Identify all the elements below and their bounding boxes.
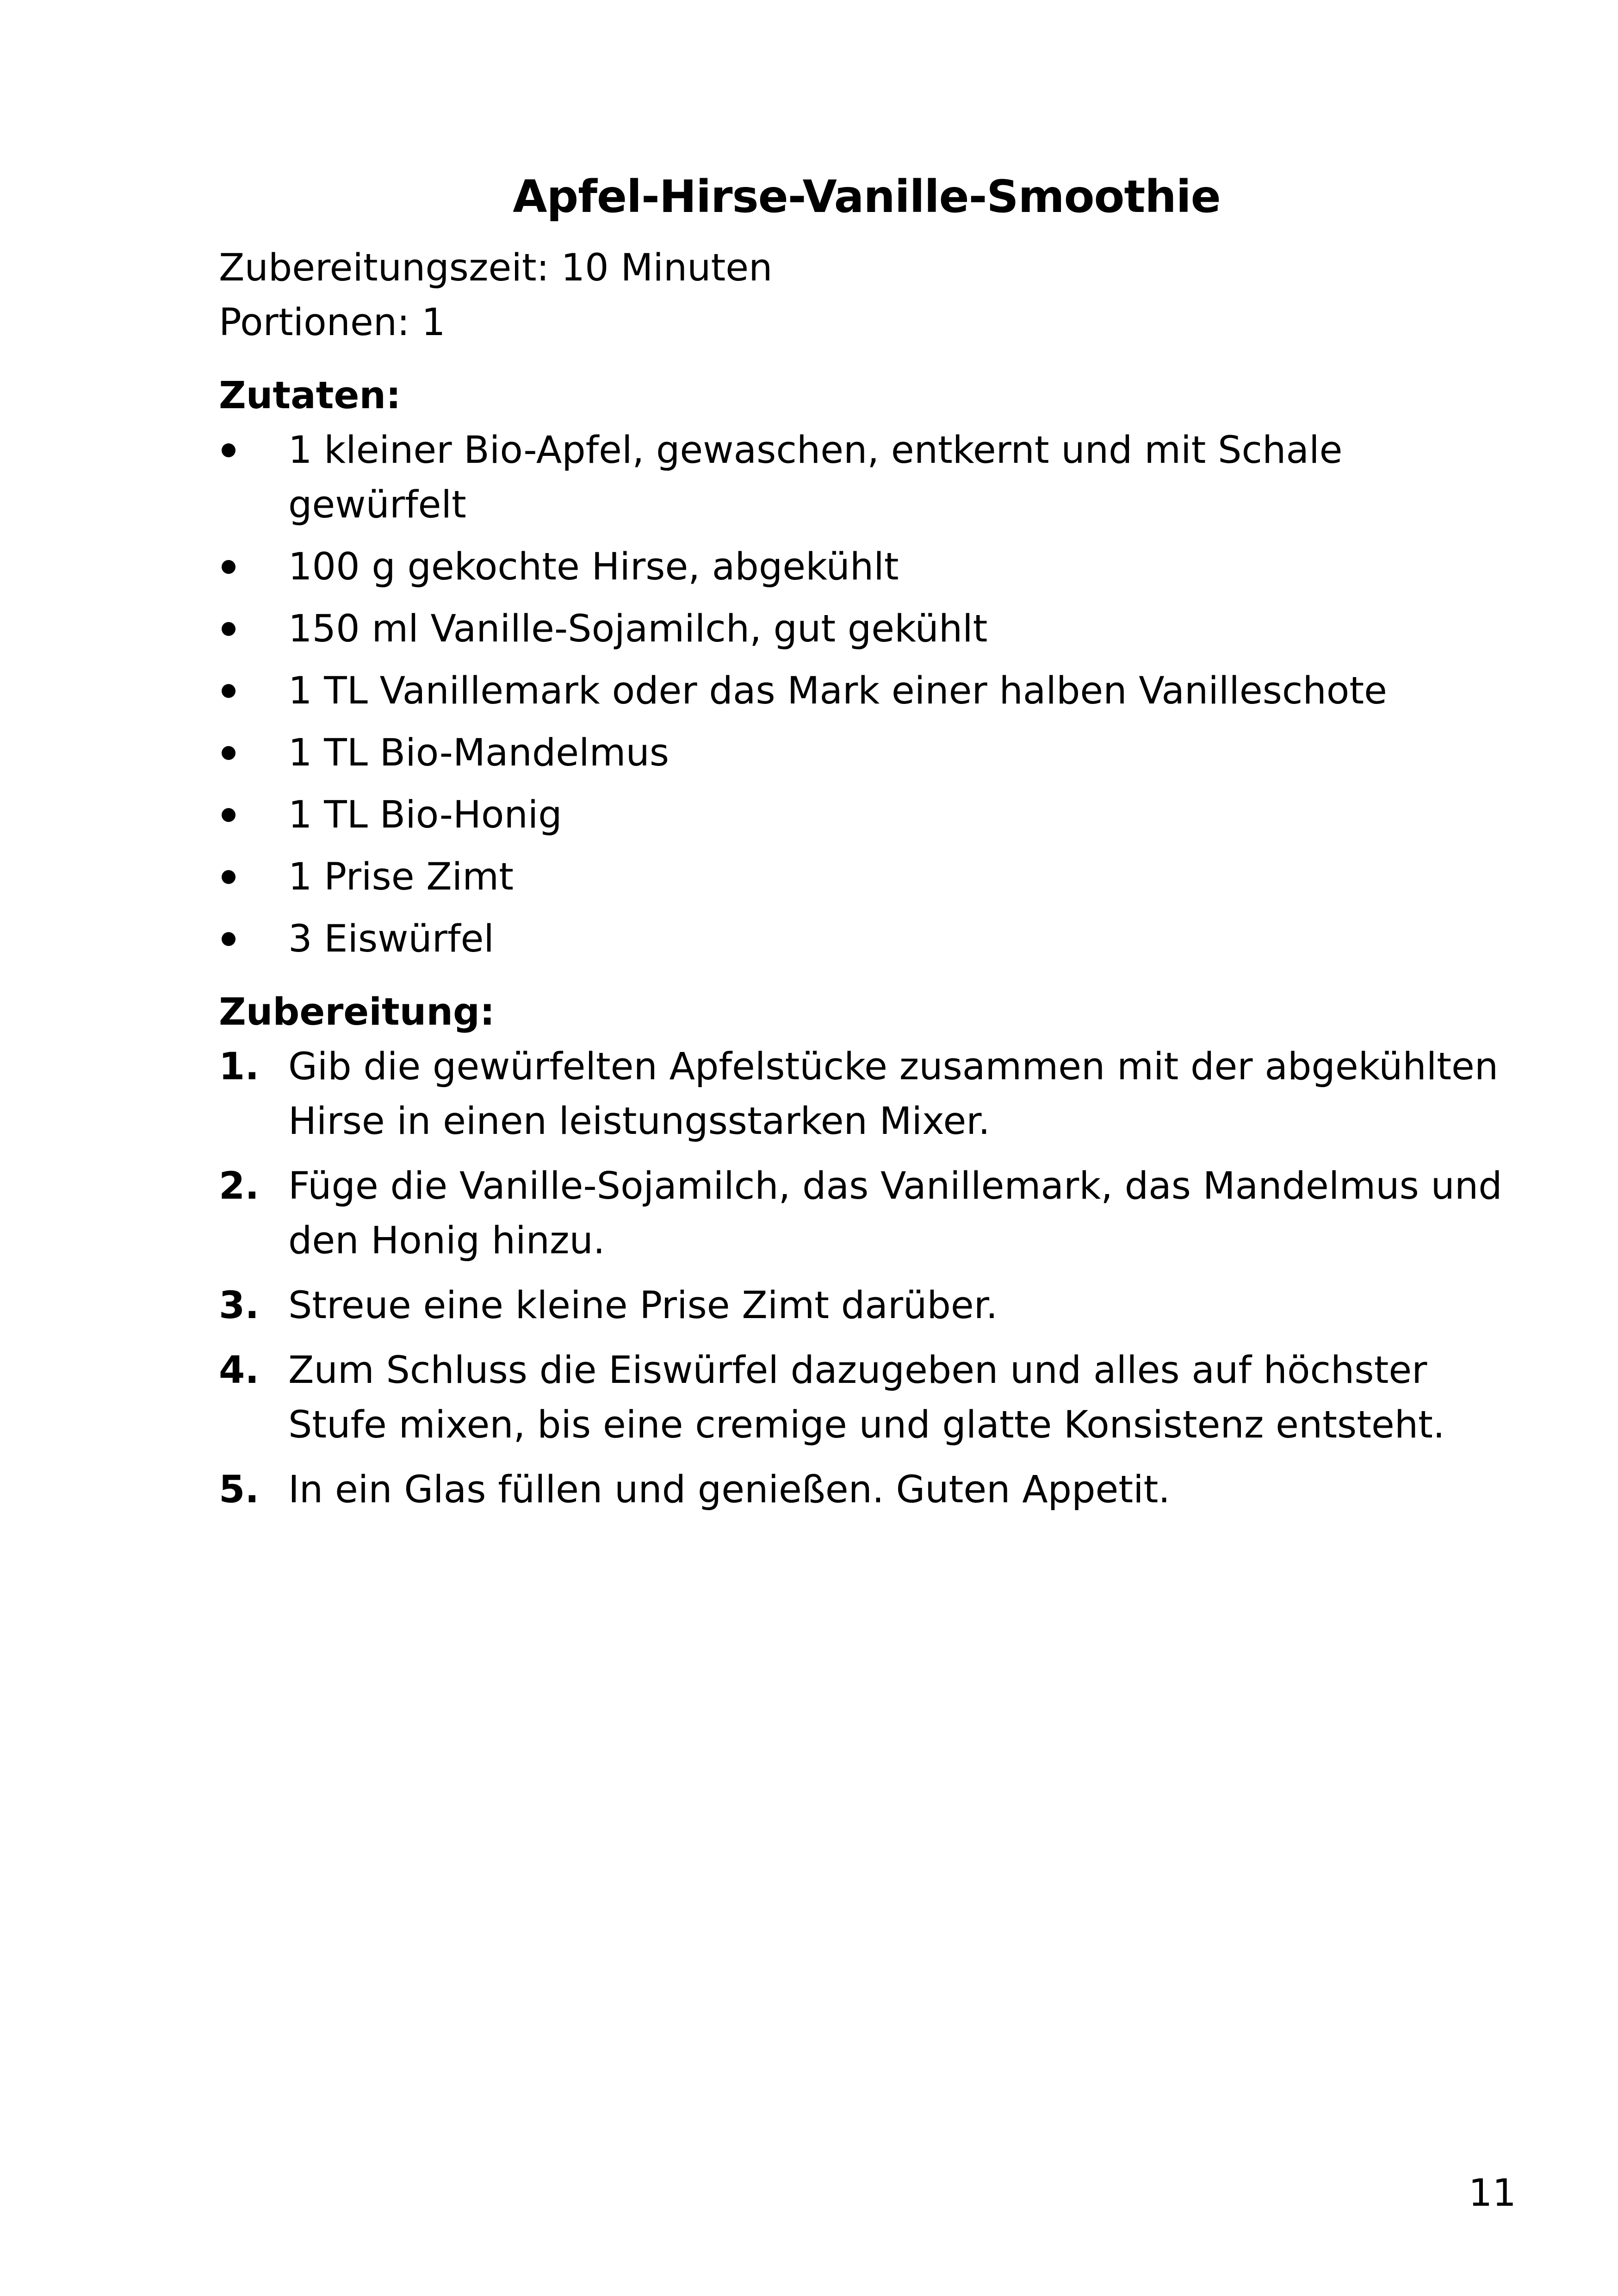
bullet-icon <box>222 932 236 946</box>
bullet-icon <box>222 870 236 884</box>
bullet-icon <box>222 684 236 698</box>
ingredients-list <box>219 423 1514 966</box>
step-text: In ein Glas füllen und genießen. Guten Appetit. <box>288 1468 1171 1512</box>
step-item <box>219 1462 1514 1517</box>
step-text: Gib die gewürfelten Apfelstücke zusammen mit der abgekühlten Hirse in einen leistungsstarken Mixer. <box>288 1045 1499 1143</box>
bullet-icon <box>222 746 236 760</box>
bullet-icon <box>222 443 236 457</box>
step-number: 4. <box>219 1349 260 1392</box>
preparation-steps <box>219 1039 1514 1517</box>
recipe-content <box>219 167 1514 1527</box>
ingredient-text: 1 Prise Zimt <box>288 855 514 899</box>
step-item <box>219 1278 1514 1333</box>
recipe-title: Apfel-Hirse-Vanille-Smoothie <box>513 171 1221 223</box>
ingredient-item <box>219 423 1514 532</box>
step-item <box>219 1039 1514 1149</box>
preparation-heading: Zubereitung: <box>219 990 495 1034</box>
servings: Portionen: 1 <box>219 301 446 344</box>
page-number: 11 <box>1468 2172 1516 2215</box>
step-item <box>219 1343 1514 1452</box>
ingredient-item <box>219 664 1514 718</box>
ingredient-item <box>219 788 1514 842</box>
ingredient-text: 1 TL Bio-Mandelmus <box>288 731 670 775</box>
ingredient-text: 100 g gekochte Hirse, abgekühlt <box>288 545 899 589</box>
ingredient-text: 3 Eiswürfel <box>288 917 494 961</box>
ingredient-item <box>219 850 1514 904</box>
ingredient-item <box>219 602 1514 656</box>
step-number: 3. <box>219 1284 260 1327</box>
ingredients-heading: Zutaten: <box>219 374 401 417</box>
step-number: 5. <box>219 1468 260 1512</box>
ingredient-text: 1 kleiner Bio-Apfel, gewaschen, entkernt und mit Schale gewürfelt <box>288 429 1343 527</box>
step-number: 1. <box>219 1045 260 1089</box>
ingredient-text: 150 ml Vanille-Sojamilch, gut gekühlt <box>288 607 988 651</box>
ingredient-item <box>219 540 1514 594</box>
prep-time: Zubereitungszeit: 10 Minuten <box>219 246 773 290</box>
bullet-icon <box>222 808 236 822</box>
step-text: Zum Schluss die Eiswürfel dazugeben und alles auf höchster Stufe mixen, bis eine cremige und glatte Konsistenz entsteht. <box>288 1349 1445 1447</box>
step-text: Streue eine kleine Prise Zimt darüber. <box>288 1284 998 1327</box>
step-number: 2. <box>219 1164 260 1208</box>
ingredient-item <box>219 912 1514 966</box>
step-text: Füge die Vanille-Sojamilch, das Vanillemark, das Mandelmus und den Honig hinzu. <box>288 1164 1502 1263</box>
bullet-icon <box>222 560 236 574</box>
bullet-icon <box>222 622 236 636</box>
ingredient-text: 1 TL Bio-Honig <box>288 793 562 837</box>
step-item <box>219 1159 1514 1268</box>
ingredient-item <box>219 726 1514 780</box>
ingredient-text: 1 TL Vanillemark oder das Mark einer halben Vanilleschote <box>288 669 1387 713</box>
